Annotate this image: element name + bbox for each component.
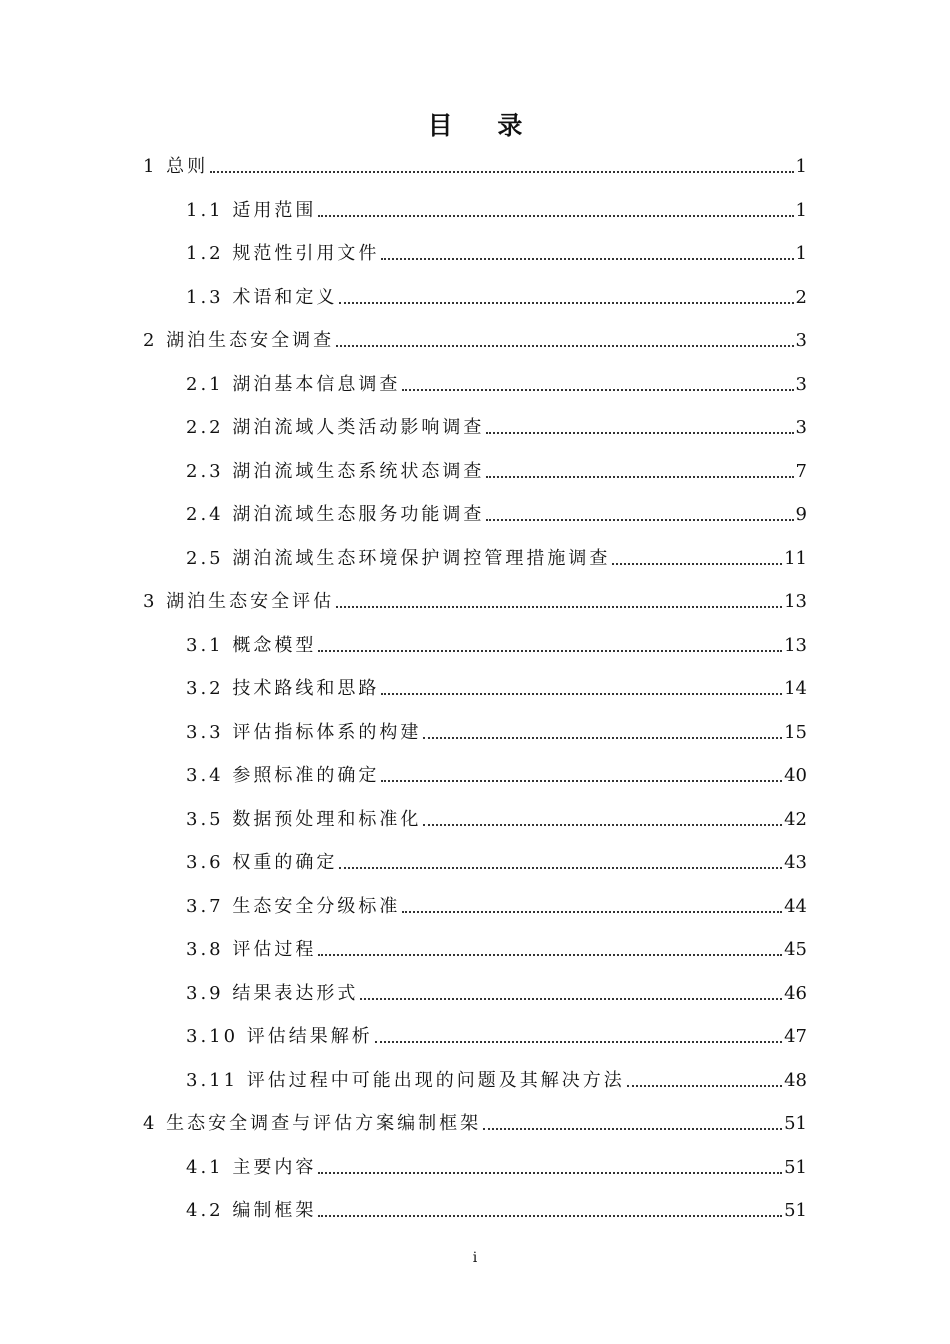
toc-entry-page-number: 11 xyxy=(784,547,807,569)
toc-entry-label: 3.4 参照标准的确定 xyxy=(186,765,380,786)
toc-dot-leader xyxy=(339,866,782,869)
toc-entry-page-number: 14 xyxy=(784,678,807,699)
toc-dot-leader xyxy=(318,649,782,652)
toc-entry-page-number: 51 xyxy=(784,1156,807,1178)
toc-entry[interactable] xyxy=(186,791,807,831)
toc-entry[interactable] xyxy=(186,1052,807,1092)
toc-entry-label: 2 湖泊生态安全调查 xyxy=(143,330,335,351)
toc-entry-page-number: 7 xyxy=(795,460,807,482)
toc-dot-leader xyxy=(360,997,782,1000)
toc-entry-label: 2.1 湖泊基本信息调查 xyxy=(186,373,401,395)
toc-entry[interactable] xyxy=(186,878,807,918)
toc-entry-label: 3.7 生态安全分级标准 xyxy=(186,895,401,917)
toc-entry-page-number: 45 xyxy=(784,939,807,960)
toc-entry-label: 3.10 评估结果解析 xyxy=(186,1026,373,1047)
toc-entry-label: 3.11 评估过程中可能出现的问题及其解决方法 xyxy=(186,1069,625,1091)
toc-dot-leader xyxy=(336,344,793,347)
toc-entry-label: 4.1 主要内容 xyxy=(186,1156,317,1178)
toc-entry[interactable] xyxy=(186,617,807,657)
toc-entry-label: 3.6 权重的确定 xyxy=(186,852,338,873)
toc-entry-page-number: 51 xyxy=(784,1200,807,1221)
toc-entry-label: 3.8 评估过程 xyxy=(186,939,317,960)
toc-entry[interactable] xyxy=(143,1095,807,1135)
toc-entry-page-number: 9 xyxy=(795,504,807,525)
toc-entry-label: 1.1 适用范围 xyxy=(186,199,317,221)
toc-dot-leader xyxy=(483,1127,782,1130)
toc-dot-leader xyxy=(423,736,782,739)
toc-dot-leader xyxy=(381,692,782,695)
toc-entry-page-number: 43 xyxy=(784,852,807,873)
toc-entry-page-number: 44 xyxy=(784,895,807,917)
toc-dot-leader xyxy=(339,301,793,304)
toc-dot-leader xyxy=(486,518,793,521)
toc-dot-leader xyxy=(381,257,793,260)
toc-entry[interactable] xyxy=(186,965,807,1005)
toc-entry[interactable] xyxy=(186,530,807,570)
toc-entry-label: 3.3 评估指标体系的构建 xyxy=(186,721,422,743)
toc-dot-leader xyxy=(336,605,782,608)
toc-entry-page-number: 1 xyxy=(795,243,807,264)
toc-entry-page-number: 1 xyxy=(795,156,807,177)
toc-entry-page-number: 3 xyxy=(795,373,807,395)
toc-entry-page-number: 13 xyxy=(784,591,807,612)
toc-dot-leader xyxy=(375,1040,782,1043)
toc-entry-label: 2.4 湖泊流域生态服务功能调查 xyxy=(186,504,485,525)
toc-entry[interactable] xyxy=(186,269,807,309)
toc-entry[interactable] xyxy=(186,356,807,396)
toc-dot-leader xyxy=(381,779,782,782)
toc-entry[interactable] xyxy=(186,443,807,483)
toc-entry-page-number: 51 xyxy=(784,1113,807,1134)
toc-entry[interactable] xyxy=(186,704,807,744)
toc-dot-leader xyxy=(318,1171,782,1174)
page-title: 目 录 xyxy=(427,111,541,140)
toc-dot-leader xyxy=(402,388,793,391)
toc-entry[interactable] xyxy=(186,225,807,265)
toc-entry[interactable] xyxy=(186,660,807,700)
toc-entry-label: 2.3 湖泊流域生态系统状态调查 xyxy=(186,460,485,482)
toc-entry-page-number: 48 xyxy=(784,1069,807,1091)
toc-entry[interactable] xyxy=(186,1139,807,1179)
toc-entry-label: 4 生态安全调查与评估方案编制框架 xyxy=(143,1113,482,1134)
toc-dot-leader xyxy=(486,431,793,434)
toc-entry-page-number: 40 xyxy=(784,765,807,786)
toc-entry-label: 3.9 结果表达形式 xyxy=(186,982,359,1004)
toc-dot-leader xyxy=(318,214,793,217)
toc-entry[interactable] xyxy=(143,573,807,613)
toc-entry-page-number: 42 xyxy=(784,808,807,830)
toc-entry-label: 2.5 湖泊流域生态环境保护调控管理措施调查 xyxy=(186,547,611,569)
toc-entry[interactable] xyxy=(143,138,807,178)
toc-entry-label: 2.2 湖泊流域人类活动影响调查 xyxy=(186,417,485,438)
toc-entry-label: 1.3 术语和定义 xyxy=(186,286,338,308)
page-number-footer: i xyxy=(472,1250,478,1266)
toc-entry-label: 1.2 规范性引用文件 xyxy=(186,243,380,264)
toc-entry-label: 3.5 数据预处理和标准化 xyxy=(186,808,422,830)
toc-entry[interactable] xyxy=(186,1182,807,1222)
toc-entry[interactable] xyxy=(186,747,807,787)
toc-entry-label: 4.2 编制框架 xyxy=(186,1200,317,1221)
toc-dot-leader xyxy=(318,1214,782,1217)
toc-dot-leader xyxy=(402,910,782,913)
toc-entry-page-number: 3 xyxy=(795,417,807,438)
toc-entry-page-number: 15 xyxy=(784,721,807,743)
toc-entry-page-number: 13 xyxy=(784,634,807,656)
toc-entry-page-number: 3 xyxy=(795,330,807,351)
toc-entry[interactable] xyxy=(186,921,807,961)
toc-entry-label: 3.2 技术路线和思路 xyxy=(186,678,380,699)
toc-entry-label: 3 湖泊生态安全评估 xyxy=(143,591,335,612)
toc-entry-page-number: 1 xyxy=(795,199,807,221)
toc-dot-leader xyxy=(423,823,782,826)
toc-entry-page-number: 47 xyxy=(784,1026,807,1047)
toc-entry[interactable] xyxy=(186,399,807,439)
toc-entry[interactable] xyxy=(186,1008,807,1048)
toc-entry[interactable] xyxy=(186,182,807,222)
toc-entry-label: 3.1 概念模型 xyxy=(186,634,317,656)
toc-dot-leader xyxy=(627,1084,782,1087)
toc-entry[interactable] xyxy=(186,486,807,526)
toc-entry[interactable] xyxy=(186,834,807,874)
toc-entry-page-number: 2 xyxy=(795,286,807,308)
toc-entry-label: 1 总则 xyxy=(143,156,209,177)
toc-entry-page-number: 46 xyxy=(784,982,807,1004)
toc-dot-leader xyxy=(210,170,793,173)
toc-entry[interactable] xyxy=(143,312,807,352)
toc-dot-leader xyxy=(612,562,782,565)
toc-dot-leader xyxy=(318,953,782,956)
toc-dot-leader xyxy=(486,475,793,478)
